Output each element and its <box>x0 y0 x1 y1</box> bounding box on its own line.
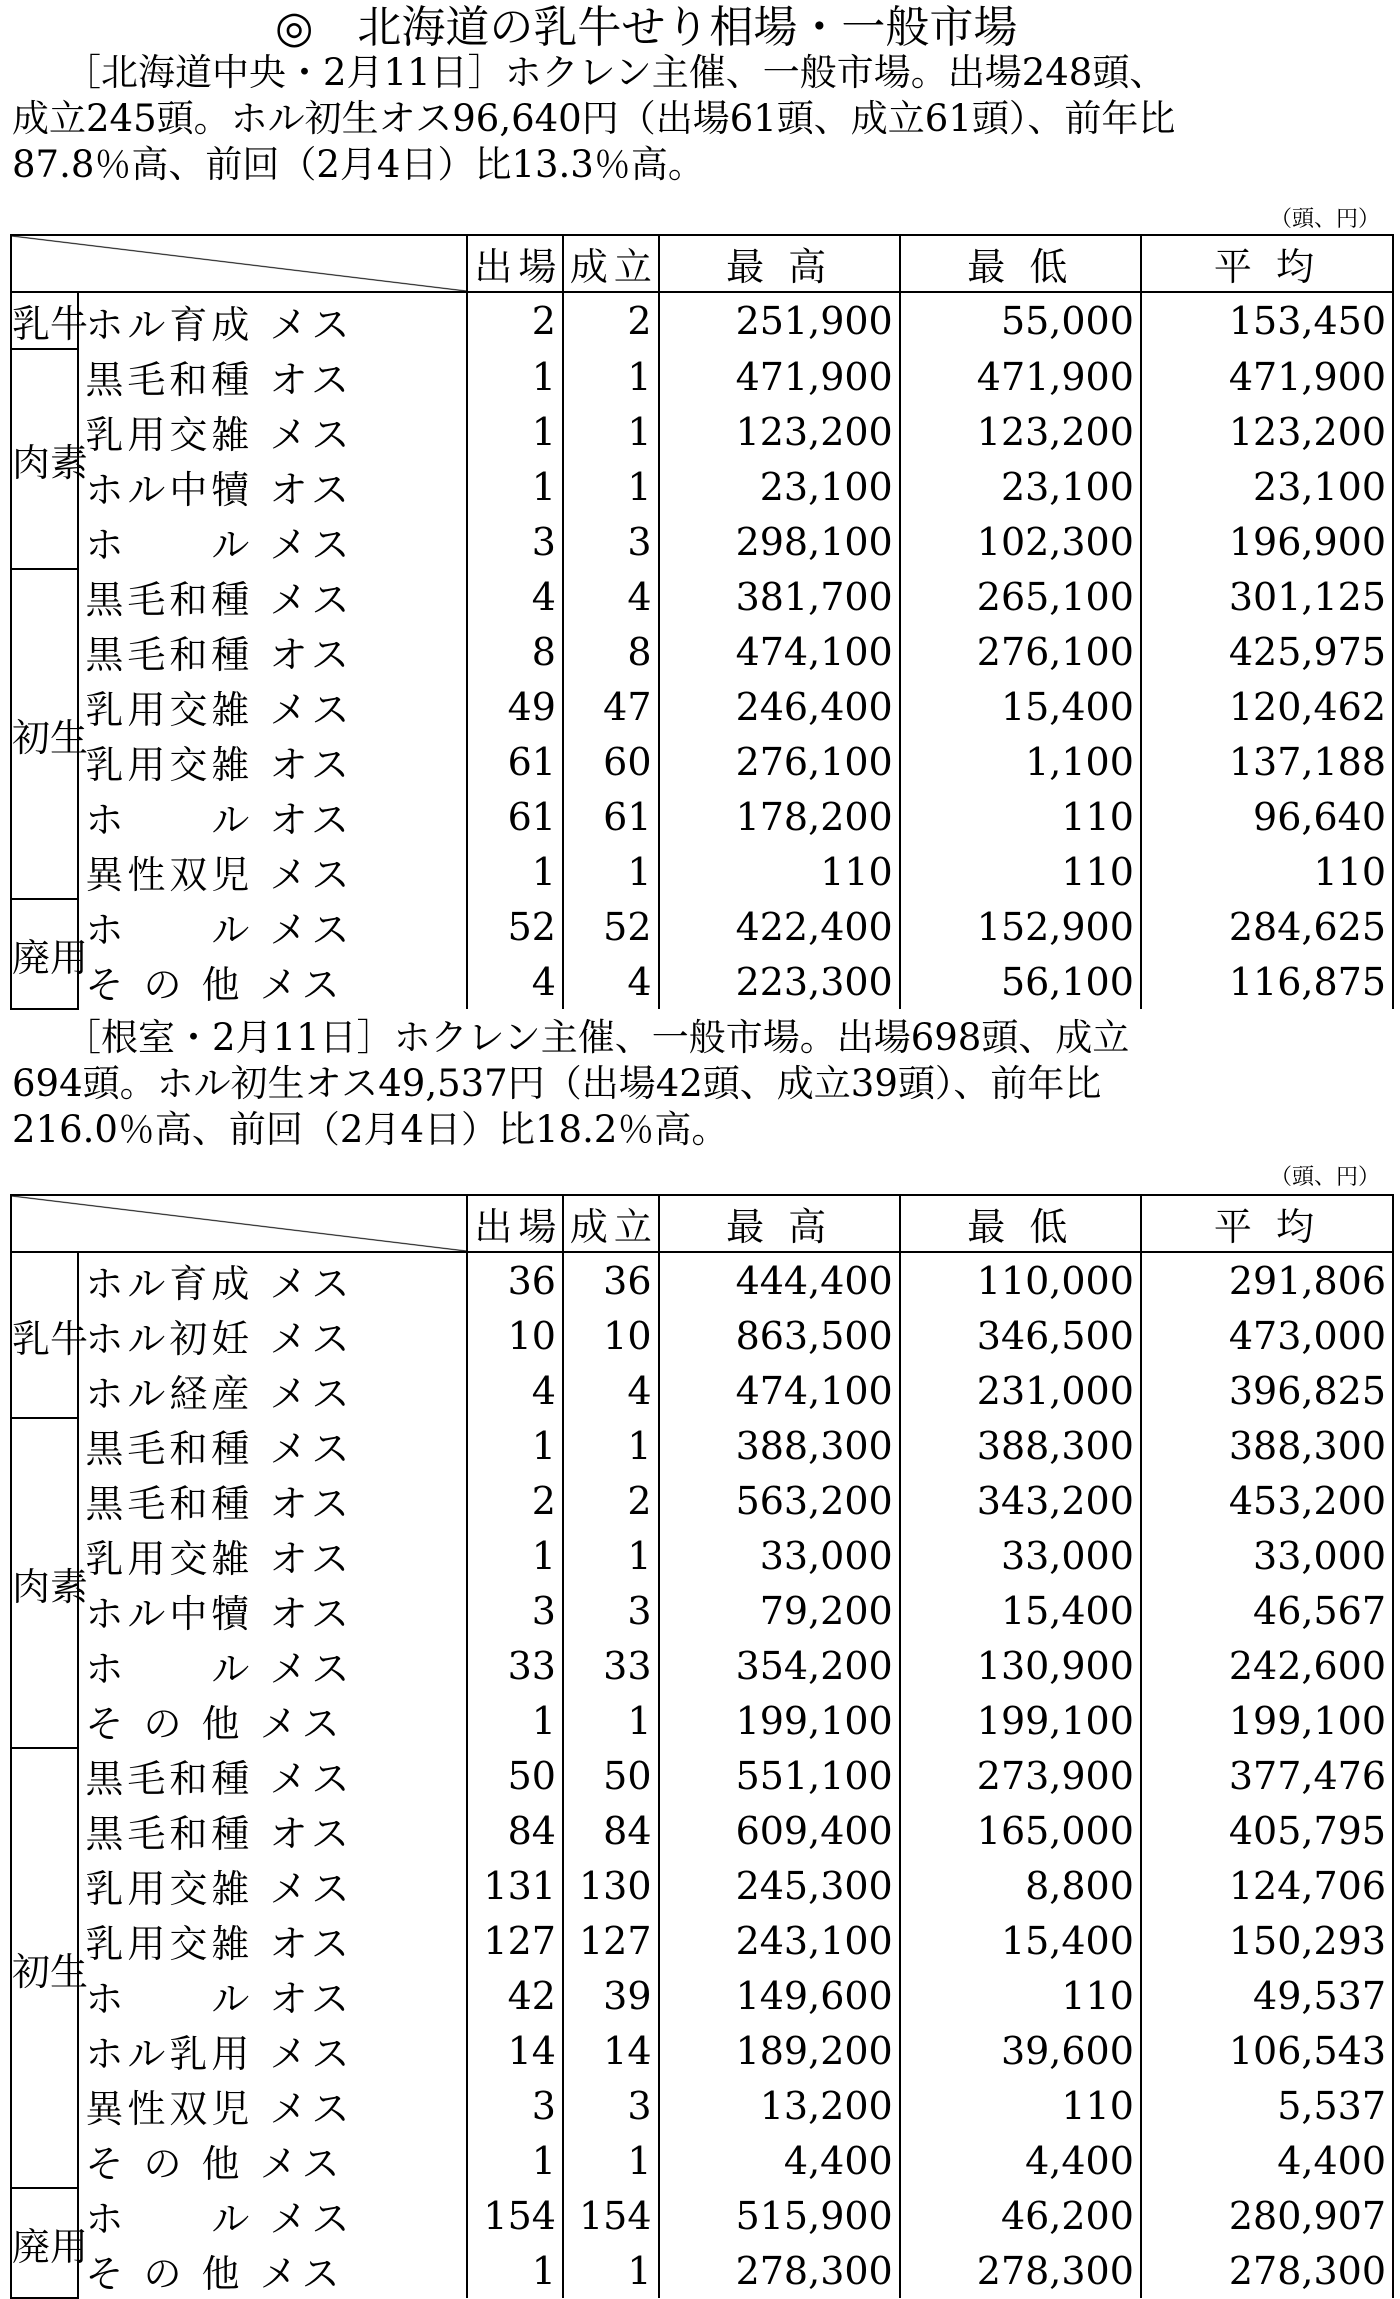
breed-name-cell: 黒毛和種 オス <box>78 1473 467 1528</box>
seiritsu-cell: 36 <box>563 1252 659 1308</box>
max-price-cell: 199,100 <box>659 1693 900 1748</box>
breed-name-cell: 黒毛和種 メス <box>78 1418 467 1473</box>
shutsujo-cell: 1 <box>467 1693 563 1748</box>
seiritsu-cell: 84 <box>563 1803 659 1858</box>
avg-price-cell: 242,600 <box>1141 1638 1393 1693</box>
column-header: 平 均 <box>1141 235 1393 292</box>
avg-price-cell: 284,625 <box>1141 899 1393 954</box>
max-price-cell: 246,400 <box>659 679 900 734</box>
breed-name-cell: 黒毛和種 オス <box>78 1803 467 1858</box>
market-2-summary <box>12 1015 1392 1153</box>
max-price-cell: 278,300 <box>659 2243 900 2298</box>
shutsujo-cell: 1 <box>467 404 563 459</box>
table-row <box>11 624 1393 679</box>
category-cell: 肉素 <box>11 349 78 569</box>
shutsujo-cell: 1 <box>467 349 563 404</box>
table-row <box>11 1858 1393 1913</box>
avg-price-cell: 106,543 <box>1141 2023 1393 2078</box>
min-price-cell: 110 <box>900 789 1141 844</box>
max-price-cell: 474,100 <box>659 624 900 679</box>
table-row <box>11 954 1393 1009</box>
shutsujo-cell: 36 <box>467 1252 563 1308</box>
table-row <box>11 899 1393 954</box>
table-row <box>11 2133 1393 2188</box>
avg-price-cell: 199,100 <box>1141 1693 1393 1748</box>
breed-name-cell: ホル育成 メス <box>78 292 467 349</box>
breed-name-cell: ホル経産 メス <box>78 1363 467 1418</box>
table-row <box>11 514 1393 569</box>
breed-name-cell: 乳用交雑 オス <box>78 734 467 789</box>
seiritsu-cell: 47 <box>563 679 659 734</box>
table-row <box>11 1913 1393 1968</box>
shutsujo-cell: 49 <box>467 679 563 734</box>
seiritsu-cell: 1 <box>563 459 659 514</box>
column-header: 成立 <box>563 235 659 292</box>
category-cell: 乳牛 <box>11 1252 78 1418</box>
min-price-cell: 165,000 <box>900 1803 1141 1858</box>
min-price-cell: 110 <box>900 1968 1141 2023</box>
table-row <box>11 2023 1393 2078</box>
min-price-cell: 1,100 <box>900 734 1141 789</box>
breed-name-cell: 乳用交雑 オス <box>78 1528 467 1583</box>
avg-price-cell: 280,907 <box>1141 2188 1393 2243</box>
table-row <box>11 1693 1393 1748</box>
avg-price-cell: 453,200 <box>1141 1473 1393 1528</box>
max-price-cell: 123,200 <box>659 404 900 459</box>
shutsujo-cell: 33 <box>467 1638 563 1693</box>
max-price-cell: 243,100 <box>659 1913 900 1968</box>
seiritsu-cell: 14 <box>563 2023 659 2078</box>
max-price-cell: 149,600 <box>659 1968 900 2023</box>
summary-line: 成立245頭。ホル初生オス96,640円（出場61頭、成立61頭）、前年比 <box>12 97 1176 140</box>
max-price-cell: 354,200 <box>659 1638 900 1693</box>
shutsujo-cell: 3 <box>467 2078 563 2133</box>
table-row <box>11 569 1393 624</box>
max-price-cell: 515,900 <box>659 2188 900 2243</box>
category-cell: 廃用 <box>11 2188 78 2298</box>
breed-name-cell: 乳用交雑 メス <box>78 1858 467 1913</box>
avg-price-cell: 23,100 <box>1141 459 1393 514</box>
shutsujo-cell: 4 <box>467 954 563 1009</box>
table-row <box>11 349 1393 404</box>
avg-price-cell: 5,537 <box>1141 2078 1393 2133</box>
avg-price-cell: 116,875 <box>1141 954 1393 1009</box>
avg-price-cell: 405,795 <box>1141 1803 1393 1858</box>
table-row <box>11 1528 1393 1583</box>
seiritsu-cell: 1 <box>563 404 659 459</box>
market-1-summary <box>12 50 1392 188</box>
summary-line: 87.8％高、前回（2月4日）比13.3％高。 <box>12 143 705 186</box>
avg-price-cell: 96,640 <box>1141 789 1393 844</box>
seiritsu-cell: 39 <box>563 1968 659 2023</box>
table-row <box>11 2078 1393 2133</box>
max-price-cell: 563,200 <box>659 1473 900 1528</box>
max-price-cell: 251,900 <box>659 292 900 349</box>
column-header: 出場 <box>467 235 563 292</box>
table-row <box>11 1252 1393 1308</box>
unit-note: （頭、円） <box>1270 207 1381 232</box>
table-row <box>11 2243 1393 2298</box>
seiritsu-cell: 4 <box>563 569 659 624</box>
column-header: 最 低 <box>900 235 1141 292</box>
seiritsu-cell: 1 <box>563 1528 659 1583</box>
seiritsu-cell: 33 <box>563 1638 659 1693</box>
min-price-cell: 265,100 <box>900 569 1141 624</box>
min-price-cell: 4,400 <box>900 2133 1141 2188</box>
min-price-cell: 33,000 <box>900 1528 1141 1583</box>
min-price-cell: 152,900 <box>900 899 1141 954</box>
min-price-cell: 199,100 <box>900 1693 1141 1748</box>
shutsujo-cell: 1 <box>467 1528 563 1583</box>
table-row <box>11 1968 1393 2023</box>
min-price-cell: 15,400 <box>900 679 1141 734</box>
min-price-cell: 110 <box>900 2078 1141 2133</box>
seiritsu-cell: 1 <box>563 2243 659 2298</box>
avg-price-cell: 120,462 <box>1141 679 1393 734</box>
shutsujo-cell: 50 <box>467 1748 563 1803</box>
shutsujo-cell: 1 <box>467 1418 563 1473</box>
breed-name-cell: ホル育成 メス <box>78 1252 467 1308</box>
avg-price-cell: 471,900 <box>1141 349 1393 404</box>
seiritsu-cell: 130 <box>563 1858 659 1913</box>
avg-price-cell: 301,125 <box>1141 569 1393 624</box>
table-row <box>11 292 1393 349</box>
avg-price-cell: 33,000 <box>1141 1528 1393 1583</box>
min-price-cell: 56,100 <box>900 954 1141 1009</box>
market-2-table <box>10 1194 1394 2299</box>
table-row <box>11 1803 1393 1858</box>
avg-price-cell: 377,476 <box>1141 1748 1393 1803</box>
shutsujo-cell: 1 <box>467 2243 563 2298</box>
shutsujo-cell: 131 <box>467 1858 563 1913</box>
avg-price-cell: 425,975 <box>1141 624 1393 679</box>
category-cell: 乳牛 <box>11 292 78 349</box>
seiritsu-cell: 52 <box>563 899 659 954</box>
avg-price-cell: 196,900 <box>1141 514 1393 569</box>
table-row <box>11 1638 1393 1693</box>
max-price-cell: 23,100 <box>659 459 900 514</box>
shutsujo-cell: 4 <box>467 569 563 624</box>
seiritsu-cell: 154 <box>563 2188 659 2243</box>
category-cell: 廃用 <box>11 899 78 1009</box>
table-row <box>11 734 1393 789</box>
category-cell: 肉素 <box>11 1418 78 1748</box>
summary-line: ［根室・2月11日］ホクレン主催、一般市場。出場698頭、成立 <box>64 1016 1130 1059</box>
seiritsu-cell: 1 <box>563 1418 659 1473</box>
min-price-cell: 46,200 <box>900 2188 1141 2243</box>
seiritsu-cell: 4 <box>563 1363 659 1418</box>
breed-name-cell: ホ ル メス <box>78 2188 467 2243</box>
max-price-cell: 4,400 <box>659 2133 900 2188</box>
avg-price-cell: 473,000 <box>1141 1308 1393 1363</box>
max-price-cell: 298,100 <box>659 514 900 569</box>
table-row <box>11 1473 1393 1528</box>
shutsujo-cell: 14 <box>467 2023 563 2078</box>
breed-name-cell: 異性双児 メス <box>78 844 467 899</box>
seiritsu-cell: 1 <box>563 2133 659 2188</box>
breed-name-cell: 異性双児 メス <box>78 2078 467 2133</box>
shutsujo-cell: 3 <box>467 514 563 569</box>
avg-price-cell: 278,300 <box>1141 2243 1393 2298</box>
breed-name-cell: 乳用交雑 オス <box>78 1913 467 1968</box>
min-price-cell: 231,000 <box>900 1363 1141 1418</box>
column-header: 最 低 <box>900 1195 1141 1252</box>
seiritsu-cell: 2 <box>563 1473 659 1528</box>
avg-price-cell: 110 <box>1141 844 1393 899</box>
avg-price-cell: 49,537 <box>1141 1968 1393 2023</box>
table-row <box>11 1363 1393 1418</box>
max-price-cell: 245,300 <box>659 1858 900 1913</box>
min-price-cell: 102,300 <box>900 514 1141 569</box>
seiritsu-cell: 127 <box>563 1913 659 1968</box>
avg-price-cell: 46,567 <box>1141 1583 1393 1638</box>
seiritsu-cell: 60 <box>563 734 659 789</box>
seiritsu-cell: 3 <box>563 2078 659 2133</box>
column-header: 最 高 <box>659 1195 900 1252</box>
min-price-cell: 8,800 <box>900 1858 1141 1913</box>
max-price-cell: 276,100 <box>659 734 900 789</box>
table-row <box>11 459 1393 514</box>
seiritsu-cell: 8 <box>563 624 659 679</box>
table-row <box>11 2188 1393 2243</box>
min-price-cell: 276,100 <box>900 624 1141 679</box>
seiritsu-cell: 3 <box>563 514 659 569</box>
shutsujo-cell: 3 <box>467 1583 563 1638</box>
table-header-row <box>11 235 1393 292</box>
breed-name-cell: ホル初妊 メス <box>78 1308 467 1363</box>
min-price-cell: 278,300 <box>900 2243 1141 2298</box>
max-price-cell: 551,100 <box>659 1748 900 1803</box>
table-header-row <box>11 1195 1393 1252</box>
breed-name-cell: 黒毛和種 メス <box>78 569 467 624</box>
shutsujo-cell: 10 <box>467 1308 563 1363</box>
header-diagonal-cell <box>11 1195 467 1252</box>
breed-name-cell: 乳用交雑 メス <box>78 404 467 459</box>
shutsujo-cell: 2 <box>467 292 563 349</box>
max-price-cell: 33,000 <box>659 1528 900 1583</box>
shutsujo-cell: 1 <box>467 459 563 514</box>
table-row <box>11 679 1393 734</box>
max-price-cell: 13,200 <box>659 2078 900 2133</box>
page-title: ◎ 北海道の乳牛せり相場・一般市場 <box>275 2 1018 53</box>
shutsujo-cell: 84 <box>467 1803 563 1858</box>
min-price-cell: 471,900 <box>900 349 1141 404</box>
max-price-cell: 178,200 <box>659 789 900 844</box>
table-row <box>11 1308 1393 1363</box>
table-row <box>11 844 1393 899</box>
avg-price-cell: 4,400 <box>1141 2133 1393 2188</box>
breed-name-cell: ホル中犢 オス <box>78 459 467 514</box>
breed-name-cell: ホ ル メス <box>78 1638 467 1693</box>
shutsujo-cell: 1 <box>467 844 563 899</box>
avg-price-cell: 388,300 <box>1141 1418 1393 1473</box>
min-price-cell: 110,000 <box>900 1252 1141 1308</box>
breed-name-cell: ホ ル オス <box>78 789 467 844</box>
breed-name-cell: そ の 他 メス <box>78 954 467 1009</box>
max-price-cell: 863,500 <box>659 1308 900 1363</box>
min-price-cell: 39,600 <box>900 2023 1141 2078</box>
column-header: 平 均 <box>1141 1195 1393 1252</box>
shutsujo-cell: 8 <box>467 624 563 679</box>
market-1-table <box>10 234 1394 1010</box>
breed-name-cell: ホ ル オス <box>78 1968 467 2023</box>
seiritsu-cell: 2 <box>563 292 659 349</box>
breed-name-cell: 黒毛和種 オス <box>78 624 467 679</box>
avg-price-cell: 153,450 <box>1141 292 1393 349</box>
breed-name-cell: ホル乳用 メス <box>78 2023 467 2078</box>
max-price-cell: 474,100 <box>659 1363 900 1418</box>
table-row <box>11 1748 1393 1803</box>
seiritsu-cell: 1 <box>563 844 659 899</box>
header-diagonal-cell <box>11 235 467 292</box>
breed-name-cell: そ の 他 メス <box>78 2133 467 2188</box>
min-price-cell: 388,300 <box>900 1418 1141 1473</box>
avg-price-cell: 150,293 <box>1141 1913 1393 1968</box>
column-header: 出場 <box>467 1195 563 1252</box>
min-price-cell: 55,000 <box>900 292 1141 349</box>
table-row <box>11 1583 1393 1638</box>
breed-name-cell: ホ ル メス <box>78 899 467 954</box>
avg-price-cell: 123,200 <box>1141 404 1393 459</box>
seiritsu-cell: 10 <box>563 1308 659 1363</box>
min-price-cell: 123,200 <box>900 404 1141 459</box>
max-price-cell: 189,200 <box>659 2023 900 2078</box>
shutsujo-cell: 61 <box>467 734 563 789</box>
breed-name-cell: 乳用交雑 メス <box>78 679 467 734</box>
avg-price-cell: 396,825 <box>1141 1363 1393 1418</box>
category-cell: 初生 <box>11 569 78 899</box>
column-header: 最 高 <box>659 235 900 292</box>
seiritsu-cell: 61 <box>563 789 659 844</box>
max-price-cell: 609,400 <box>659 1803 900 1858</box>
shutsujo-cell: 127 <box>467 1913 563 1968</box>
shutsujo-cell: 4 <box>467 1363 563 1418</box>
column-header: 成立 <box>563 1195 659 1252</box>
shutsujo-cell: 42 <box>467 1968 563 2023</box>
min-price-cell: 130,900 <box>900 1638 1141 1693</box>
seiritsu-cell: 1 <box>563 349 659 404</box>
shutsujo-cell: 52 <box>467 899 563 954</box>
breed-name-cell: 黒毛和種 メス <box>78 1748 467 1803</box>
min-price-cell: 23,100 <box>900 459 1141 514</box>
min-price-cell: 273,900 <box>900 1748 1141 1803</box>
min-price-cell: 343,200 <box>900 1473 1141 1528</box>
shutsujo-cell: 61 <box>467 789 563 844</box>
min-price-cell: 15,400 <box>900 1583 1141 1638</box>
summary-line: 216.0％高、前回（2月4日）比18.2％高。 <box>12 1108 729 1151</box>
breed-name-cell: そ の 他 メス <box>78 1693 467 1748</box>
max-price-cell: 79,200 <box>659 1583 900 1638</box>
shutsujo-cell: 154 <box>467 2188 563 2243</box>
seiritsu-cell: 1 <box>563 1693 659 1748</box>
breed-name-cell: ホ ル メス <box>78 514 467 569</box>
seiritsu-cell: 3 <box>563 1583 659 1638</box>
max-price-cell: 471,900 <box>659 349 900 404</box>
max-price-cell: 223,300 <box>659 954 900 1009</box>
summary-line: 694頭。ホル初生オス49,537円（出場42頭、成立39頭）、前年比 <box>12 1062 1102 1105</box>
max-price-cell: 444,400 <box>659 1252 900 1308</box>
max-price-cell: 381,700 <box>659 569 900 624</box>
max-price-cell: 388,300 <box>659 1418 900 1473</box>
avg-price-cell: 124,706 <box>1141 1858 1393 1913</box>
min-price-cell: 346,500 <box>900 1308 1141 1363</box>
seiritsu-cell: 50 <box>563 1748 659 1803</box>
breed-name-cell: ホル中犢 オス <box>78 1583 467 1638</box>
table-row <box>11 789 1393 844</box>
avg-price-cell: 137,188 <box>1141 734 1393 789</box>
breed-name-cell: 黒毛和種 オス <box>78 349 467 404</box>
max-price-cell: 110 <box>659 844 900 899</box>
category-cell: 初生 <box>11 1748 78 2188</box>
summary-line: ［北海道中央・2月11日］ホクレン主催、一般市場。出場248頭、 <box>64 51 1167 94</box>
table-row <box>11 404 1393 459</box>
max-price-cell: 422,400 <box>659 899 900 954</box>
seiritsu-cell: 4 <box>563 954 659 1009</box>
min-price-cell: 110 <box>900 844 1141 899</box>
breed-name-cell: そ の 他 メス <box>78 2243 467 2298</box>
unit-note: （頭、円） <box>1270 1165 1381 1190</box>
shutsujo-cell: 1 <box>467 2133 563 2188</box>
avg-price-cell: 291,806 <box>1141 1252 1393 1308</box>
table-row <box>11 1418 1393 1473</box>
shutsujo-cell: 2 <box>467 1473 563 1528</box>
min-price-cell: 15,400 <box>900 1913 1141 1968</box>
